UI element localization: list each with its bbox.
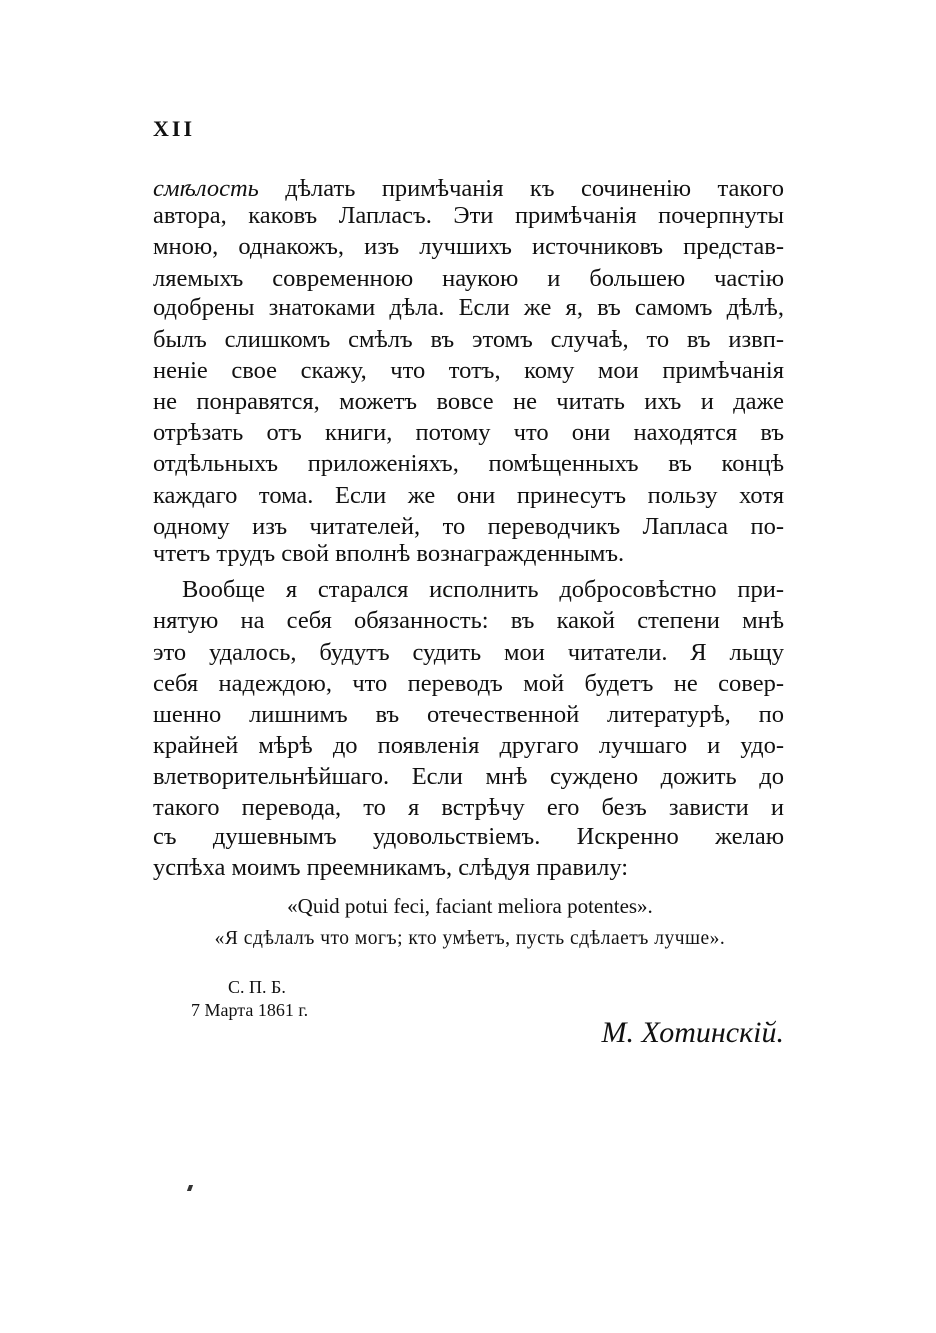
place: С. П. Б. [228,977,286,997]
text-line: нятую на себя обязанность: въ какой степени мнѣ [153,607,784,634]
text-line: не понравятся, можетъ вовсе не читать ихъ и даже [153,388,784,415]
text-line: отдѣльныхъ приложеніяхъ, помѣщенныхъ въ концѣ [153,450,784,477]
motto-latin: «Quid potui feci, faciant meliora potentes». [287,894,653,918]
text-line: такого перевода, то я встрѣчу его безъ зависти и [153,794,784,821]
text-line: это удалось, будутъ судить мои читатели. Я льщу [153,639,784,666]
text-line: автора, каковъ Лапласъ. Эти примѣчанія почерпнуты [153,202,784,229]
date: 7 Марта 1861 г. [191,1000,309,1020]
text-line: мною, однакожъ, изъ лучшихъ источниковъ представ- [153,233,784,260]
text-line: отрѣзать отъ книги, потому что они находятся въ [153,419,784,446]
ink-speck [187,1185,193,1191]
text-line: неніе свое скажу, что тотъ, кому мои примѣчанія [153,357,784,384]
text-line: себя надеждою, что переводъ мой будетъ не совер- [153,670,784,697]
page-number: XII [153,116,196,141]
text-line: ляемыхъ современною наукою и большею частію [153,265,784,292]
text-line: успѣха моимъ преемникамъ, слѣдуя правилу: [153,854,629,881]
text-line: одному изъ читателей, то переводчикъ Лапласа по- [153,513,784,540]
text-line: смѣлость дѣлать примѣчанія къ сочиненію такого [153,175,784,202]
text-line: шенно лишнимъ въ отечественной литературѣ, по [153,701,784,728]
text-line: былъ слишкомъ смѣлъ въ этомъ случаѣ, то въ извп- [153,326,784,353]
text-line: влетворительнѣйшаго. Если мнѣ суждено дожить до [153,763,784,790]
text-line: чтетъ трудъ свой вполнѣ вознагражденнымъ. [153,540,625,567]
text-line: съ душевнымъ удовольствіемъ. Искренно желаю [153,823,784,850]
text-line: Вообще я старался исполнить добросовѣстно при- [182,576,784,603]
signature: М. Хотинскій. [601,1016,784,1049]
text-line: крайней мѣрѣ до появленія другаго лучшаго и удо- [153,732,784,759]
first-word: смѣлость [153,175,259,202]
motto-russian: «Я сдѣлалъ что могъ; кто умѣетъ, пусть сдѣлаетъ лучше». [214,928,726,949]
text-line: каждаго тома. Если же они принесутъ пользу хотя [153,482,784,509]
text-line: одобрены знатоками дѣла. Если же я, въ самомъ дѣлѣ, [153,294,784,321]
